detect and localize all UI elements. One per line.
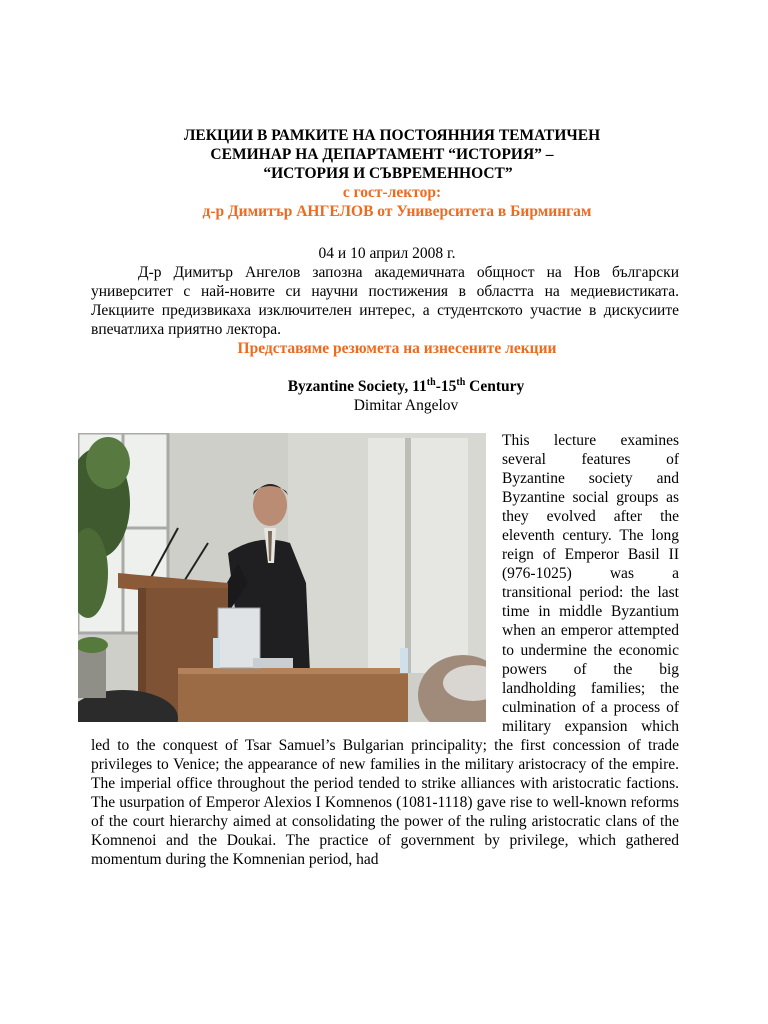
lecture-abstract bbox=[91, 431, 679, 869]
lecturer-at-podium-photo bbox=[78, 433, 486, 722]
lecture-photo bbox=[78, 433, 486, 722]
title-sup-1: th bbox=[426, 376, 436, 388]
lecture-abstract-text: This lecture examines several features of Byzantine society and Byzantine social groups as they evolved after the eleventh century. The long reign of Emperor Basil II (976-1025) was a transitional period: the last time in middle Byzantium when an emperor attempted to undermine the economic powers of the big landholding families; the culmination of a process of military expansion which led to the conquest of Tsar Samuel’s Bulgarian principality; the first concession of trade privileges to Venice; the appearance of new families in the military aristocracy of the empire. The imperial office throughout the period tended to strike alliances with aristocratic factions. The usurpation of Emperor Alexios I Komnenos (1081-1118) gave rise to well-known reforms of the court hierarchy aimed at consolidating the power of the ruling aristocratic clans of the Komnenoi and the Doukai. The practice of government by privilege, which gathered momentum during the Komnenian period, had bbox=[91, 432, 679, 869]
heading-line-3: “ИСТОРИЯ И СЪВРЕМЕННОСТ” bbox=[263, 165, 513, 182]
lecture-dates: 04 и 10 април 2008 г. bbox=[318, 245, 456, 262]
lecture-author: Dimitar Angelov bbox=[353, 397, 459, 414]
seminar-heading bbox=[91, 126, 679, 183]
title-part-2: -15 bbox=[435, 378, 457, 395]
summaries-heading: Представяме резюмета на изнесените лекции bbox=[237, 340, 557, 357]
document-page bbox=[91, 126, 679, 869]
title-part-1: Byzantine Society, 11 bbox=[287, 378, 427, 395]
guest-lecturer-block bbox=[91, 183, 679, 221]
intro-paragraph: Д-р Димитър Ангелов запозна академичната общност на Нов български университет с най-новите си научни постижения в областта на медиевистиката. Лекциите предизвикаха изключителен интерес, а студентското участие в дискусиите впечатлиха приятно лектора. bbox=[91, 264, 679, 338]
guest-label: с гост-лектор: bbox=[342, 184, 442, 201]
heading-line-1: ЛЕКЦИИ В РАМКИТЕ НА ПОСТОЯННИЯ ТЕМАТИЧЕН bbox=[183, 127, 601, 144]
lecture-title bbox=[91, 377, 679, 396]
guest-speaker: д-р Димитър АНГЕЛОВ от Университета в Бирмингам bbox=[202, 203, 592, 220]
title-sup-2: th bbox=[456, 376, 466, 388]
heading-line-2: СЕМИНАР НА ДЕПАРТАМЕНТ “ИСТОРИЯ” – bbox=[210, 146, 554, 163]
title-part-3: Century bbox=[465, 378, 525, 395]
